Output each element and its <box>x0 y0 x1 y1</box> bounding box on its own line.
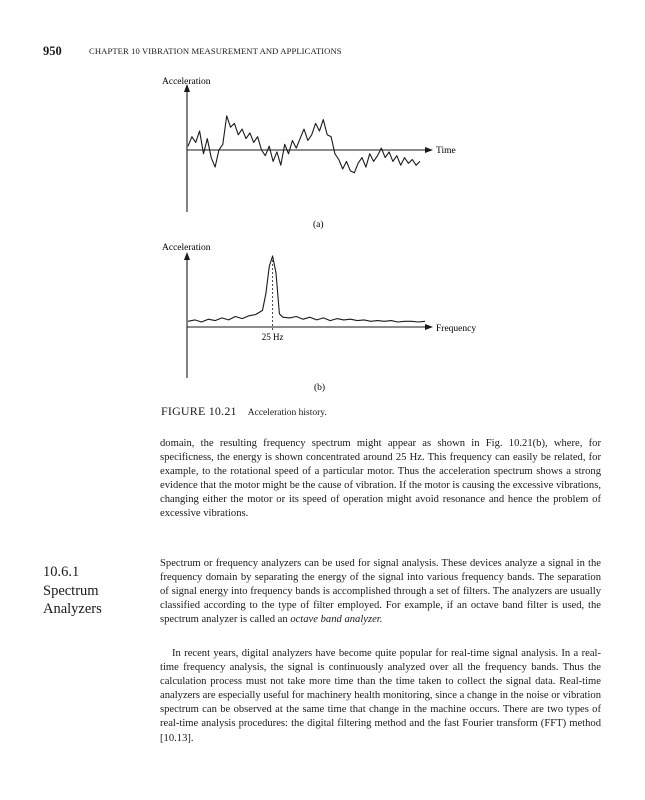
panel-a-xlabel: Time <box>436 146 456 156</box>
body-paragraph-1: domain, the resulting frequency spectrum might appear as shown in Fig. 10.21(b), where, for specificness, the energy is shown concentrated around 25 Hz. This frequency can easily be related, for example, to the rotational speed of a particular motor. Thus the acceleration spectrum shows a strong evidence that the motor might be the cause of vibration. If the motor is causing the excessive vibrations, changing either the motor or its speed of operation might avoid resonance and hence the problem of excessive vibrations. <box>160 438 601 520</box>
panel-a-ylabel: Acceleration <box>162 77 211 87</box>
body-paragraph-2-text: Spectrum or frequency analyzers can be used for signal analysis. These devices analyze a signal in the frequency domain by separating the energy of the signal into various frequency bands. The separation of signal energy into frequency bands is accomplished through a set of filters. The analyzers are usually classified according to the type of filter employed. For example, if an octave band filter is used, the spectrum analyzer is called an <box>160 558 601 626</box>
section-title-line-1: Spectrum <box>43 582 99 599</box>
panel-b-y-arrow <box>184 252 190 260</box>
figure-caption <box>161 404 327 419</box>
panel-b-xlabel: Frequency <box>436 324 477 334</box>
body-paragraph-3: In recent years, digital analyzers have become quite popular for real-time signal analysis. In a real-time frequency analysis, the signal is continuously analyzed over all the frequency bands. Thus the calculation process must not take more time than the time taken to collect the signal data. Real-time analyzers are especially useful for machinery health monitoring, since a change in the noise or vibration spectrum can be observed at the same time that change in the machine occurs. There are two types of real-time analysis procedures: the digital filtering method and the fast Fourier transform (FFT) method [10.13]. <box>160 648 601 744</box>
running-head: CHAPTER 10 VIBRATION MEASUREMENT AND APPLICATIONS <box>89 46 342 56</box>
panel-a-label: (a) <box>313 220 324 230</box>
page-number: 950 <box>43 44 62 58</box>
section-number: 10.6.1 <box>43 564 80 580</box>
panel-b-ylabel: Acceleration <box>162 243 211 253</box>
body-paragraph-2 <box>160 557 601 627</box>
panel-b-peak-label: 25 Hz <box>261 332 284 342</box>
panel-b-label: (b) <box>314 383 326 393</box>
panel-a-x-arrow <box>425 147 433 153</box>
section-title-line-2: Analyzers <box>43 601 102 617</box>
panel-a <box>162 77 456 230</box>
panel-b-x-arrow <box>425 324 433 330</box>
panel-b <box>162 243 476 393</box>
body-paragraph-2-italic: octave band analyzer. <box>290 614 383 626</box>
figure-caption-text: Acceleration history. <box>247 408 327 418</box>
figure-caption-number: FIGURE 10.21 <box>161 404 237 418</box>
panel-b-spectrum-line <box>188 256 425 322</box>
section-heading <box>43 563 153 619</box>
panel-a-signal-line <box>188 116 420 173</box>
